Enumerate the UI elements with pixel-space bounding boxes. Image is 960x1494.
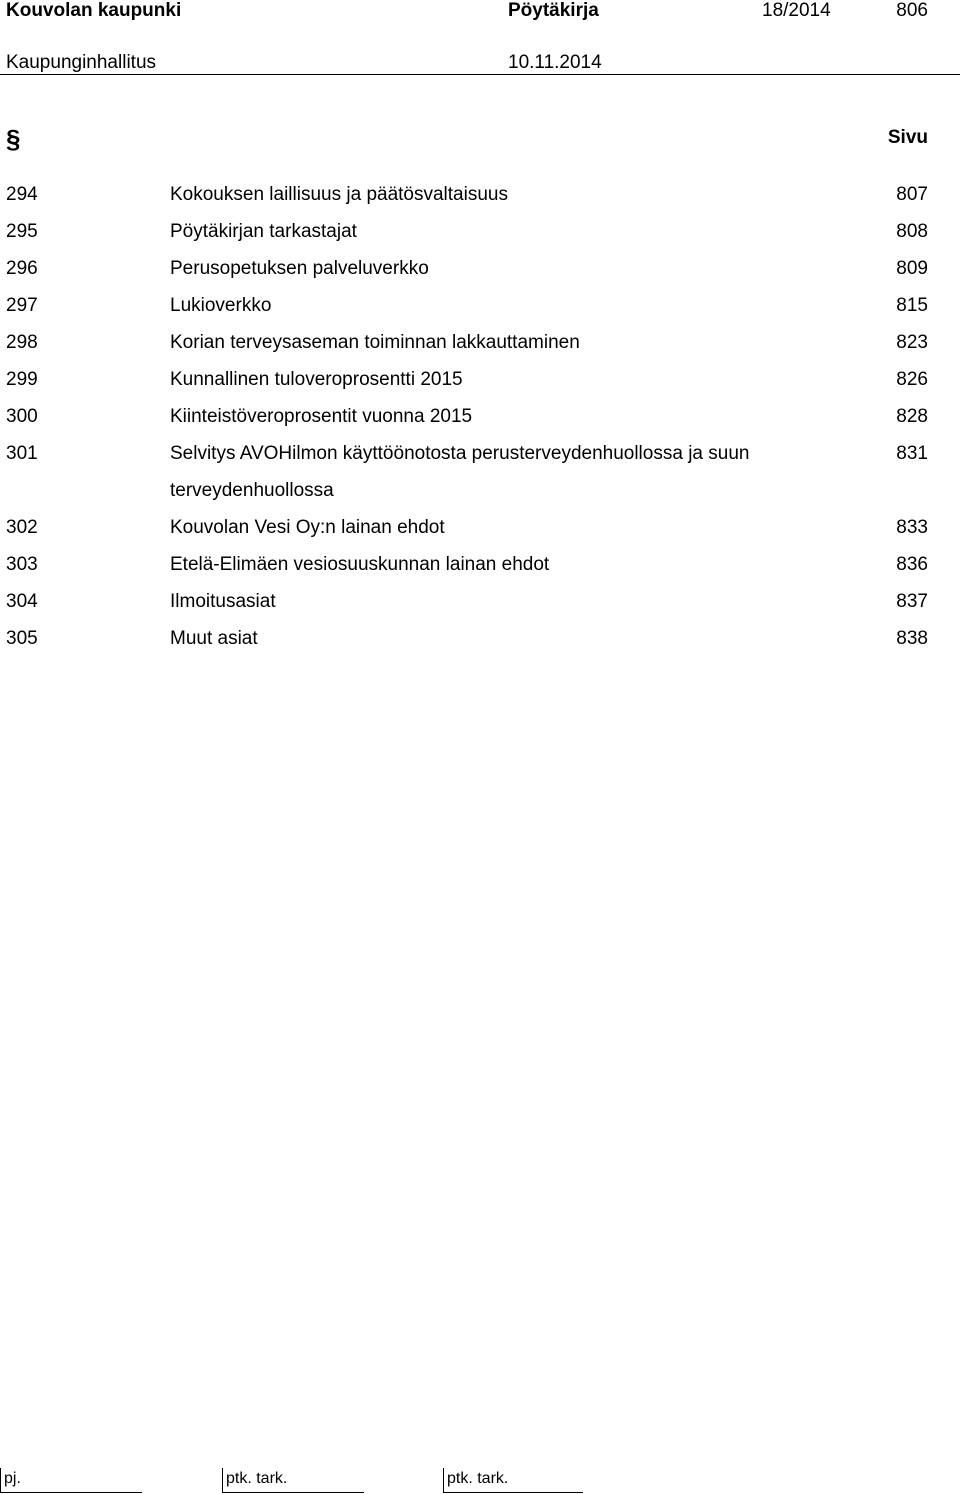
toc-item-title: Selvitys AVOHilmon käyttöönotosta perusterveydenhuollossa ja suun terveydenhuollossa [170, 443, 750, 501]
toc-row [0, 509, 960, 546]
toc-item-number: 296 [6, 258, 38, 279]
toc-item-page: 823 [896, 332, 928, 353]
toc-item-title: Korian terveysaseman toiminnan lakkauttaminen [170, 332, 580, 353]
toc-item-page: 828 [896, 406, 928, 427]
municipality-name: Kouvolan kaupunki [6, 0, 182, 21]
toc-row [0, 398, 960, 435]
toc-item-page: 807 [896, 184, 928, 205]
toc-item-title: Muut asiat [170, 628, 258, 649]
toc-item-title: Etelä-Elimäen vesiosuuskunnan lainan ehdot [170, 554, 550, 575]
toc-item-number: 305 [6, 628, 38, 649]
header-divider [0, 74, 960, 75]
section-symbol: § [6, 124, 21, 154]
chair-signature-line [0, 1468, 142, 1493]
document-number: 18/2014 [762, 0, 831, 21]
toc-row [0, 546, 960, 583]
toc-item-page: 838 [896, 628, 928, 649]
toc-row [0, 287, 960, 324]
toc-row [0, 620, 960, 657]
document-type: Pöytäkirja [508, 0, 599, 21]
toc-row [0, 583, 960, 620]
checker2-signature-line [443, 1468, 583, 1493]
toc-item-number: 303 [6, 554, 38, 575]
checker1-label: ptk. tark. [226, 1470, 288, 1487]
toc-item-page: 826 [896, 369, 928, 390]
chair-label: pj. [4, 1470, 21, 1487]
toc-item-page: 809 [896, 258, 928, 279]
toc-item-page: 833 [896, 517, 928, 538]
toc-item-number: 304 [6, 591, 38, 612]
toc-item-number: 299 [6, 369, 38, 390]
toc-item-number: 298 [6, 332, 38, 353]
toc-item-number: 300 [6, 406, 38, 427]
toc-item-title: Ilmoitusasiat [170, 591, 276, 612]
checker2-label: ptk. tark. [447, 1470, 509, 1487]
toc-item-number: 301 [6, 443, 38, 464]
toc-row [0, 176, 960, 213]
toc-row [0, 435, 960, 509]
meeting-date: 10.11.2014 [508, 52, 602, 73]
toc-item-page: 808 [896, 221, 928, 242]
table-of-contents [0, 176, 960, 657]
toc-item-number: 302 [6, 517, 38, 538]
toc-item-page: 837 [896, 591, 928, 612]
toc-item-title: Pöytäkirjan tarkastajat [170, 221, 357, 242]
toc-item-title: Lukioverkko [170, 295, 272, 316]
toc-item-number: 297 [6, 295, 38, 316]
toc-item-title: Kunnallinen tuloveroprosentti 2015 [170, 369, 463, 390]
toc-item-number: 295 [6, 221, 38, 242]
toc-item-page: 815 [896, 295, 928, 316]
checker1-signature-line [222, 1468, 364, 1493]
toc-item-page: 836 [896, 554, 928, 575]
toc-item-title: Kokouksen laillisuus ja päätösvaltaisuus [170, 184, 508, 205]
page-number: 806 [896, 0, 928, 21]
body-name: Kaupunginhallitus [6, 52, 157, 73]
toc-row [0, 250, 960, 287]
toc-row [0, 361, 960, 398]
toc-item-title: Kouvolan Vesi Oy:n lainan ehdot [170, 517, 445, 538]
toc-item-title: Perusopetuksen palveluverkko [170, 258, 429, 279]
page-column-heading: Sivu [887, 127, 928, 148]
toc-item-title: Kiinteistöveroprosentit vuonna 2015 [170, 406, 473, 427]
toc-item-number: 294 [6, 184, 38, 205]
toc-row [0, 324, 960, 361]
toc-item-page: 831 [896, 443, 928, 464]
toc-row [0, 213, 960, 250]
